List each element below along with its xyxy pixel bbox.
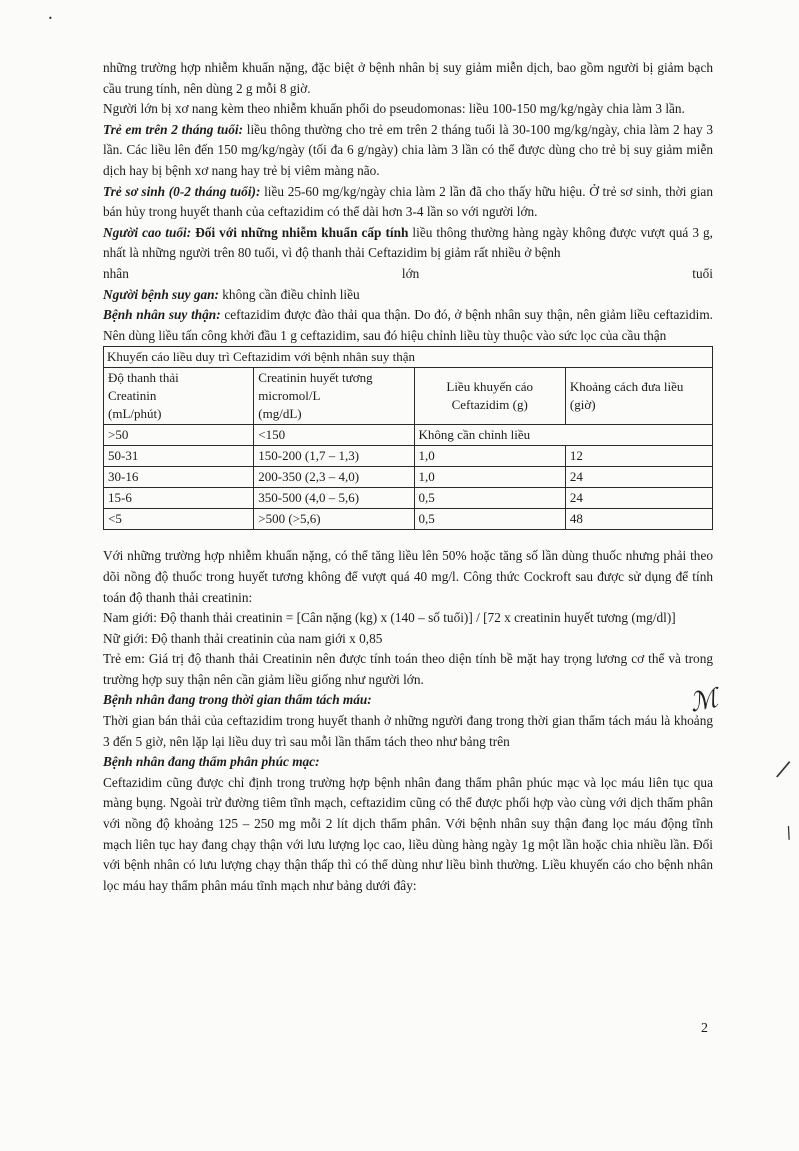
table-row [104,467,713,488]
liver-heading: Người bệnh suy gan: [103,286,219,302]
table-cell: 1,0 [414,467,565,488]
formula-female: Nữ giới: Độ thanh thải creatinin của nam giới x 0,85 [103,630,383,646]
table-cell: 1,0 [414,446,565,467]
paragraph-cystic-fibrosis: Người lớn bị xơ nang kèm theo nhiễm khuẩn phổi do pseudomonas: liều 100-150 mg/kg/ngày chia làm 3 lần. [103,101,685,117]
header-dosing-interval [565,368,712,425]
table-cell: 24 [565,488,712,509]
header-plasma-line2: micromol/L [258,388,321,404]
header-dose-line2: Ceftazidim (g) [451,397,528,413]
table-row [104,509,713,530]
neonate-heading: Trẻ sơ sinh (0-2 tháng tuổi): [103,183,261,199]
table-cell: 0,5 [414,488,565,509]
elderly-word-3: tuổi [692,265,713,281]
header-interval-line2: (giờ) [569,397,596,413]
liver-text: không cần điều chỉnh liều [218,286,360,302]
header-plasma-creatinine [254,368,414,425]
peritoneal-text: Ceftazidim cũng được chỉ định trong trường hợp bệnh nhân đang thẩm phân phúc mạc và lọc máu liên tục qua màng bụng. Ngoài trừ đường tiêm tĩnh mạch, ceftazidim cũng có thể được phối hợp vào cùng với dịch thẩm phân với nồng độ khoảng 125 – 250 mg mỗi 2 lít dịch thẩm phân. Với bệnh nhân suy thận đang lọc máu động tĩnh mạch liên tục hay đang chạy thận với lưu lượng lọc cao, liều dùng hàng ngày 1g một lần hoặc chia nhiều lần. Đối với bệnh nhân có lưu lượng chạy thận thấp thì có thể dùng như liều bình thường. Liều khuyến cáo cho bệnh nhân lọc máu hay thẩm phân máu tĩnh mạch như bảng dưới đây: [103,774,713,893]
header-dose-line1: Liều khuyến cáo [446,379,534,395]
table-row [104,488,713,509]
table-caption-row [104,347,713,368]
table-header-row [104,368,713,425]
header-clearance-line1: Độ thanh thải [108,370,179,386]
neonate-text: liều 25-60 mg/kg/ngày chia làm 2 lần đã cho thấy hữu hiệu. Ở trẻ sơ sinh, thời gian bán hủy trong huyết thanh của ceftazidim có thể dài hơn 3-4 lần so với người lớn. [103,183,713,220]
paragraph-kidney [103,305,713,346]
table-cell: <150 [254,425,414,446]
table-cell: 12 [565,446,712,467]
kidney-heading: Bệnh nhân suy thận: [103,307,221,323]
table-cell: Không cần chỉnh liều [414,425,712,446]
scan-speck-mark: • [48,14,53,23]
header-interval-line1: Khoảng cách đưa liều [569,379,684,395]
table-cell: 15-6 [104,488,254,509]
paragraph-neonates [103,182,713,223]
table-cell: 150-200 (1,7 – 1,3) [254,446,414,467]
table-cell: 24 [565,467,712,488]
formula-children: Trẻ em: Giá trị độ thanh thải Creatinin nên được tính toán theo diện tính bề mặt hay trọng lương cơ thể và trong trường hợp suy thận nên cần giảm liều giống như người lớn. [103,651,713,687]
table-cell: >50 [104,425,254,446]
table-cell: <5 [104,509,254,530]
paragraph-liver [103,285,713,306]
paragraph-children [103,120,713,182]
header-plasma-line3: (mg/dL) [258,406,302,422]
elderly-word-2: lớn [401,265,420,281]
dialysis-heading: Bệnh nhân đang trong thời gian thẩm tách máu: [103,692,372,708]
formula-male: Nam giới: Độ thanh thải creatinin = [Cân nặng (kg) x (140 – số tuổi)] / [72 x creatinin huyết tương (mg/dl)] [103,610,676,626]
document-page [103,58,713,896]
header-recommended-dose [414,368,565,425]
handwritten-initial-mark: ℳ [687,683,721,718]
peritoneal-heading: Bệnh nhân đang thẩm phân phúc mạc: [103,754,320,770]
paragraph-severe-infection: những trường hợp nhiễm khuẩn nặng, đặc biệt ở bệnh nhân bị suy giảm miễn dịch, bao gồm người bị giảm bạch cầu trung tính, nên dùng 2 g mỗi 8 giờ. [103,60,713,96]
table-cell: 0,5 [414,509,565,530]
table-cell: 30-16 [104,467,254,488]
header-clearance-line3: (mL/phút) [108,406,162,422]
elderly-heading: Người cao tuổi: [103,224,192,240]
table-row [104,446,713,467]
header-clearance-line2: Creatinin [108,388,157,404]
header-clearance [104,368,254,425]
dialysis-text: Thời gian bán thải của ceftazidim trong huyết thanh ở những người đang trong thời gian thẩm tách máu là khoảng 3 đến 5 giờ, nên lặp lại liều duy trì sau mỗi lần thẩm tách theo như bảng trên [103,713,713,749]
table-cell: 200-350 (2,3 – 4,0) [254,467,414,488]
table-cell: 350-500 (4,0 – 5,6) [254,488,414,509]
renal-dosing-table [103,346,713,530]
table-cell: 50-31 [104,446,254,467]
page-number: 2 [701,1021,708,1036]
children-text: liều thông thường cho trẻ em trên 2 tháng tuổi là 30-100 mg/kg/ngày, chia làm 2 hay 3 lần. Các liều lên đến 150 mg/kg/ngày (tối đa 6 g/ngày) chia làm 3 lần có thể được dùng cho trẻ bị suy giảm miễn dịch hay bị bệnh xơ nang hay trẻ bị viêm màng não. [103,121,713,178]
elderly-bold-text: Đối với những nhiễm khuẩn cấp tính [191,224,409,240]
children-heading: Trẻ em trên 2 tháng tuổi: [103,121,244,137]
elderly-word-1: nhân [103,265,129,281]
margin-stroke-mark: | [774,756,795,780]
kidney-text: ceftazidim được đào thải qua thận. Do đó, ở bệnh nhân suy thận, nên giảm liều ceftazidim. Nên dùng liều tấn công khởi đầu 1 g ceftazidim, sau đó hiệu chỉnh liều tùy thuộc vào sức lọc của cầu thận [103,307,713,343]
elderly-text: liều thông thường hàng ngày không được vượt quá 3 g, nhất là những người trên 80 tuổi, vì độ thanh thải Ceftazidim bị giảm rất nhiều ở bệnh [103,224,713,261]
margin-stroke-mark-2: / [782,822,795,843]
table-cell: 48 [565,509,712,530]
table-caption: Khuyến cáo liều duy trì Ceftazidim với bệnh nhân suy thận [104,347,713,368]
paragraph-elderly [103,223,713,264]
table-row [104,425,713,446]
paragraph-severe-dose-increase: Với những trường hợp nhiễm khuẩn nặng, có thể tăng liều lên 50% hoặc tăng số lần dùng thuốc nhưng phải theo dõi nồng độ thuốc trong huyết tương không để vượt quá 40 mg/l. Công thức Cockroft sau được sử dụng để tính toán độ thanh thải creatinin: [103,548,713,605]
elderly-continuation-line [103,264,713,285]
header-plasma-line1: Creatinin huyết tương [258,370,373,386]
table-cell: >500 (>5,6) [254,509,414,530]
